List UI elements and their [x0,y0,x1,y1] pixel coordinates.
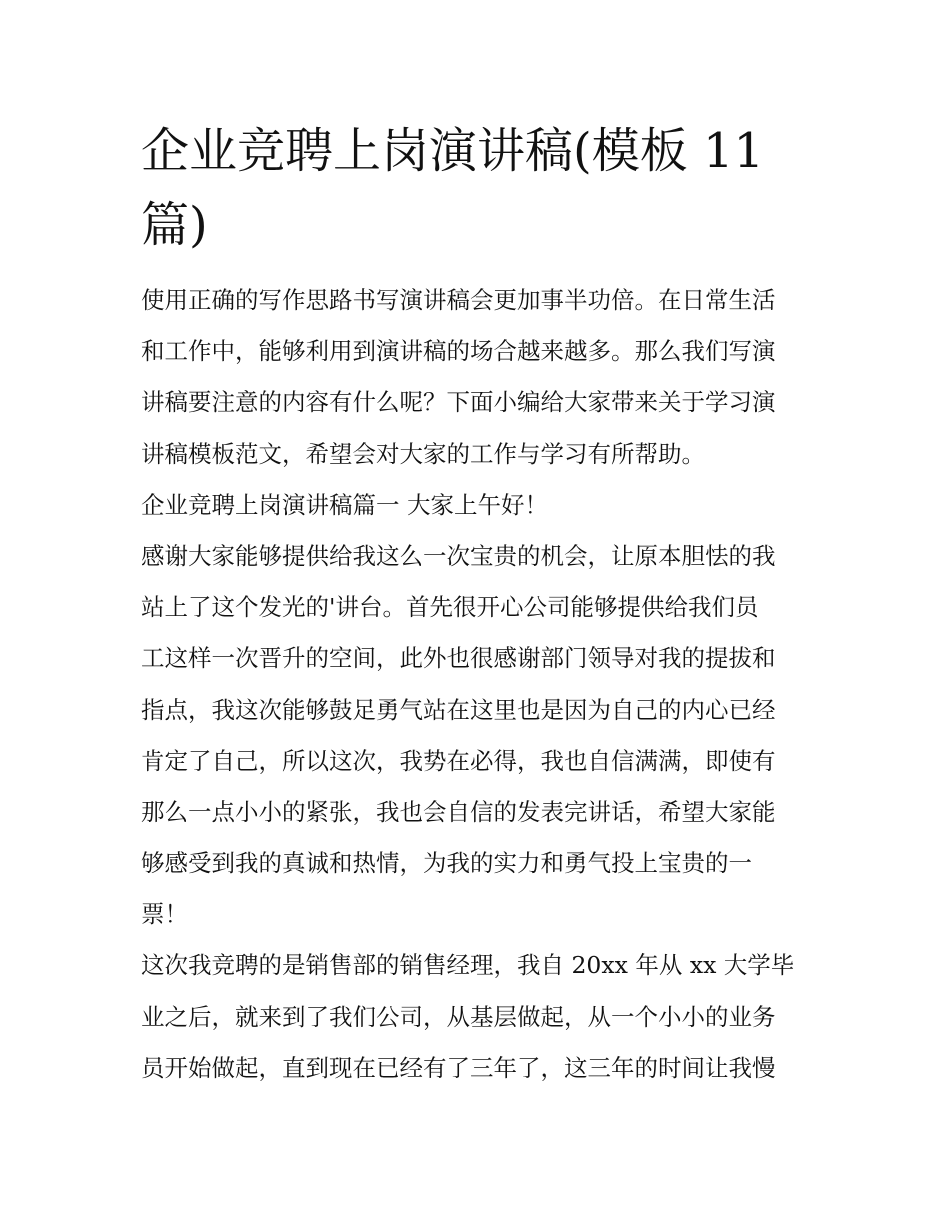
text-line: 感谢大家能够提供给我这么一次宝贵的机会，让原本胆怯的我 [141,541,776,570]
text-line: 够感受到我的真诚和热情，为我的实力和勇气投上宝贵的一 [141,849,752,878]
section-heading-paragraph [141,480,813,531]
text-line: 员开始做起，直到现在已经有了三年了，这三年的时间让我慢 [141,1053,776,1082]
text-line: 肯定了自己，所以这次，我势在必得，我也自信满满，即使有 [141,746,776,775]
speech-paragraph-2 [141,940,813,1094]
text-line: 站上了这个发光的'讲台。首先很开心公司能够提供给我们员 [141,593,759,622]
text-line: 业之后，就来到了我们公司，从基层做起，从一个小小的业务 [141,1002,776,1031]
speech-paragraph-1 [141,531,813,941]
title-line-2: 篇) [141,197,208,253]
text-line: 那么一点小小的紧张，我也会自信的发表完讲话，希望大家能 [141,797,776,826]
text-line: 这次我竞聘的是销售部的销售经理，我自 20xx 年从 xx 大学毕 [141,951,795,980]
text-line: 使用正确的写作思路书写演讲稿会更加事半功倍。在日常生活 [141,286,776,314]
intro-paragraph [141,275,813,480]
text-line: 和工作中，能够利用到演讲稿的场合越来越多。那么我们写演 [141,337,776,366]
text-line: 工这样一次晋升的空间，此外也很感谢部门领导对我的提拔和 [141,644,776,673]
title-line-1: 企业竞聘上岗演讲稿(模板 11 [141,123,765,179]
text-line: 指点，我这次能够鼓足勇气站在这里也是因为自己的内心已经 [141,695,776,724]
text-line: 讲稿要注意的内容有什么呢？下面小编给大家带来关于学习演 [141,388,776,417]
text-line: 企业竞聘上岗演讲稿篇一 大家上午好！ [141,490,548,519]
document-body [141,275,813,1094]
document-title [141,114,821,262]
text-line: 讲稿模板范文，希望会对大家的工作与学习有所帮助。 [141,439,705,468]
text-line: 票！ [141,900,188,929]
